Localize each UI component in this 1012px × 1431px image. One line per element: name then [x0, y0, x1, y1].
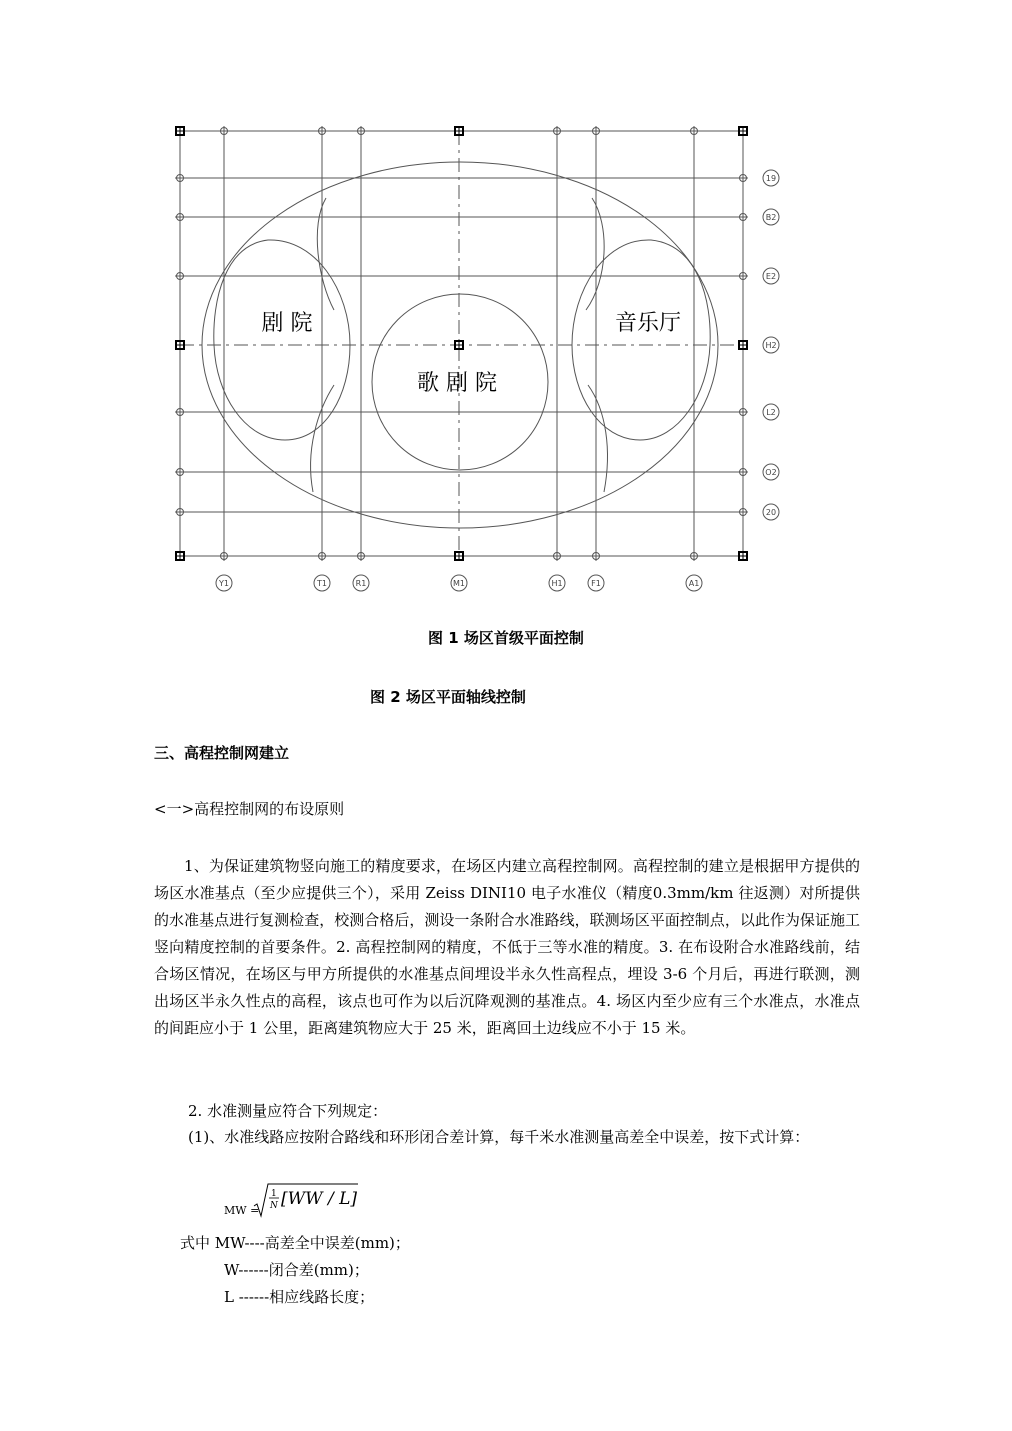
right-axis-bubble-label: 20 — [765, 508, 777, 517]
item-2-1 — [154, 1124, 860, 1151]
axis-tick-marker — [738, 173, 748, 183]
axis-tick-marker — [689, 126, 699, 136]
bottom-axis-bubble-label: H1 — [551, 579, 563, 588]
bottom-axis-bubble-label: M1 — [453, 579, 465, 588]
axis-tick-marker — [219, 126, 229, 136]
formula-lhs: MW = — [224, 1204, 260, 1217]
connector-curve — [588, 385, 607, 492]
right-axis-bubble-label: B2 — [765, 213, 777, 222]
control-point-marker — [738, 126, 748, 136]
legend-line-2: W------闭合差(mm)； — [224, 1261, 369, 1279]
bottom-axis-bubble — [353, 575, 369, 591]
bottom-axis-bubble — [686, 575, 702, 591]
label-concert-hall: 音乐厅 — [614, 311, 682, 336]
formula-body: [WW / L] — [281, 1189, 358, 1209]
axis-tick-marker — [591, 551, 601, 561]
legend-line-3: L ------相应线路长度； — [224, 1288, 375, 1306]
bottom-axis-bubble-label: A1 — [688, 579, 700, 588]
figure-2-caption: 图 2 场区平面轴线控制 — [370, 688, 526, 706]
axis-tick-marker — [356, 551, 366, 561]
axis-tick-marker — [317, 551, 327, 561]
bottom-axis-bubble-label: R1 — [355, 579, 367, 588]
section-heading: 三、高程控制网建立 — [154, 744, 290, 762]
item-2: 2. 水准测量应符合下列规定： — [188, 1102, 388, 1120]
axis-tick-marker — [738, 507, 748, 517]
right-axis-bubble — [763, 268, 779, 284]
axis-tick-marker — [689, 551, 699, 561]
control-point-marker — [175, 340, 185, 350]
axis-tick-marker — [591, 126, 601, 136]
right-axis-bubble — [763, 209, 779, 225]
item-2-1-text: (1)、水准线路应按附合路线和环形闭合差计算，每千米水准测量高差全中误差，按下式计算： — [188, 1128, 810, 1146]
control-point-marker — [454, 126, 464, 136]
right-axis-bubble — [763, 337, 779, 353]
principle-paragraph-text: 1、为保证建筑物竖向施工的精度要求，在场区内建立高程控制网。高程控制的建立是根据甲方提供的场区水准基点（至少应提供三个），采用 Zeiss DINI10 电子水准仪（精度0.3mm/km 往返测）对所提供的水准基点进行复测检查，校测合格后，测设一条附合水准路线，联测场区平面控制点，以此作为保证施工竖向精度控制的首要条件。2. 高程控制网的精度，不低于三等水准的精度。3. 在布设附合水准路线前，结合场区情况，在场区与甲方所提供的水准基点间埋设半永久性高程点，埋设 3-6 个月后，再进行联测，测出场区半永久性点的高程，该点也可作为以后沉降观测的基准点。4. 场区内至少应有三个水准点，水准点的间距应小于 1 公里，距离建筑物应大于 25 米，距离回土边线应不小于 15 米。 — [154, 857, 860, 1037]
bottom-axis-bubble — [588, 575, 604, 591]
bottom-axis-bubble-label: Y1 — [219, 579, 229, 588]
control-point-marker — [454, 340, 464, 350]
right-axis-bubble-label: H2 — [765, 341, 777, 350]
axis-tick-marker — [175, 507, 185, 517]
axis-tick-marker — [356, 126, 366, 136]
right-axis-bubble-label: L2 — [766, 408, 776, 417]
principle-paragraph — [154, 853, 860, 1042]
legend-mw: MW----高差全中误差(mm)； — [214, 1234, 410, 1252]
axis-tick-marker — [175, 173, 185, 183]
legend-intro: 式中 — [180, 1234, 211, 1252]
axis-tick-marker — [738, 467, 748, 477]
theater-outline — [214, 240, 350, 440]
control-point-marker — [738, 551, 748, 561]
section-subheading: <一>高程控制网的布设原则 — [154, 800, 345, 818]
axis-tick-marker — [175, 212, 185, 222]
concert-hall-outline — [572, 240, 710, 440]
formula-fraction-denominator: N — [270, 1201, 278, 1211]
control-point-marker — [175, 126, 185, 136]
bottom-axis-bubble-label: T1 — [317, 579, 327, 588]
axis-tick-marker — [175, 467, 185, 477]
axis-tick-marker — [175, 271, 185, 281]
axis-tick-marker — [738, 271, 748, 281]
right-axis-bubble — [763, 504, 779, 520]
control-point-markers — [175, 126, 748, 561]
figure-1-caption: 图 1 场区首级平面控制 — [428, 629, 584, 647]
error-formula — [222, 1182, 382, 1222]
control-point-marker — [738, 340, 748, 350]
bottom-axis-bubble — [314, 575, 330, 591]
bottom-axis-bubble-label: F1 — [591, 579, 601, 588]
bottom-axis-bubble — [216, 575, 232, 591]
right-axis-bubble-label: 19 — [765, 174, 777, 183]
axis-tick-marker — [552, 126, 562, 136]
axis-tick-marker — [219, 551, 229, 561]
label-opera: 歌 剧 院 — [417, 371, 497, 396]
right-axis-bubble — [763, 170, 779, 186]
site-plan-figure — [0, 0, 1012, 600]
control-point-marker — [175, 551, 185, 561]
control-point-marker — [454, 551, 464, 561]
axis-tick-marker — [738, 212, 748, 222]
axis-tick-marker — [552, 551, 562, 561]
formula-fraction-numerator: 1 — [271, 1189, 277, 1199]
label-theater: 剧 院 — [261, 311, 313, 336]
right-axis-bubble — [763, 404, 779, 420]
axis-tick-marker — [175, 407, 185, 417]
legend-line-1 — [180, 1230, 410, 1257]
right-axis-bubble-label: E2 — [765, 272, 777, 281]
connector-curve — [586, 198, 604, 310]
axis-tick-marker — [738, 407, 748, 417]
bottom-axis-bubble — [451, 575, 467, 591]
right-axis-bubble — [763, 464, 779, 480]
connector-curve — [317, 198, 334, 310]
axis-tick-marker — [317, 126, 327, 136]
right-axis-bubble-label: O2 — [765, 468, 777, 477]
bottom-axis-bubble — [549, 575, 565, 591]
axis-bubbles — [216, 170, 779, 591]
